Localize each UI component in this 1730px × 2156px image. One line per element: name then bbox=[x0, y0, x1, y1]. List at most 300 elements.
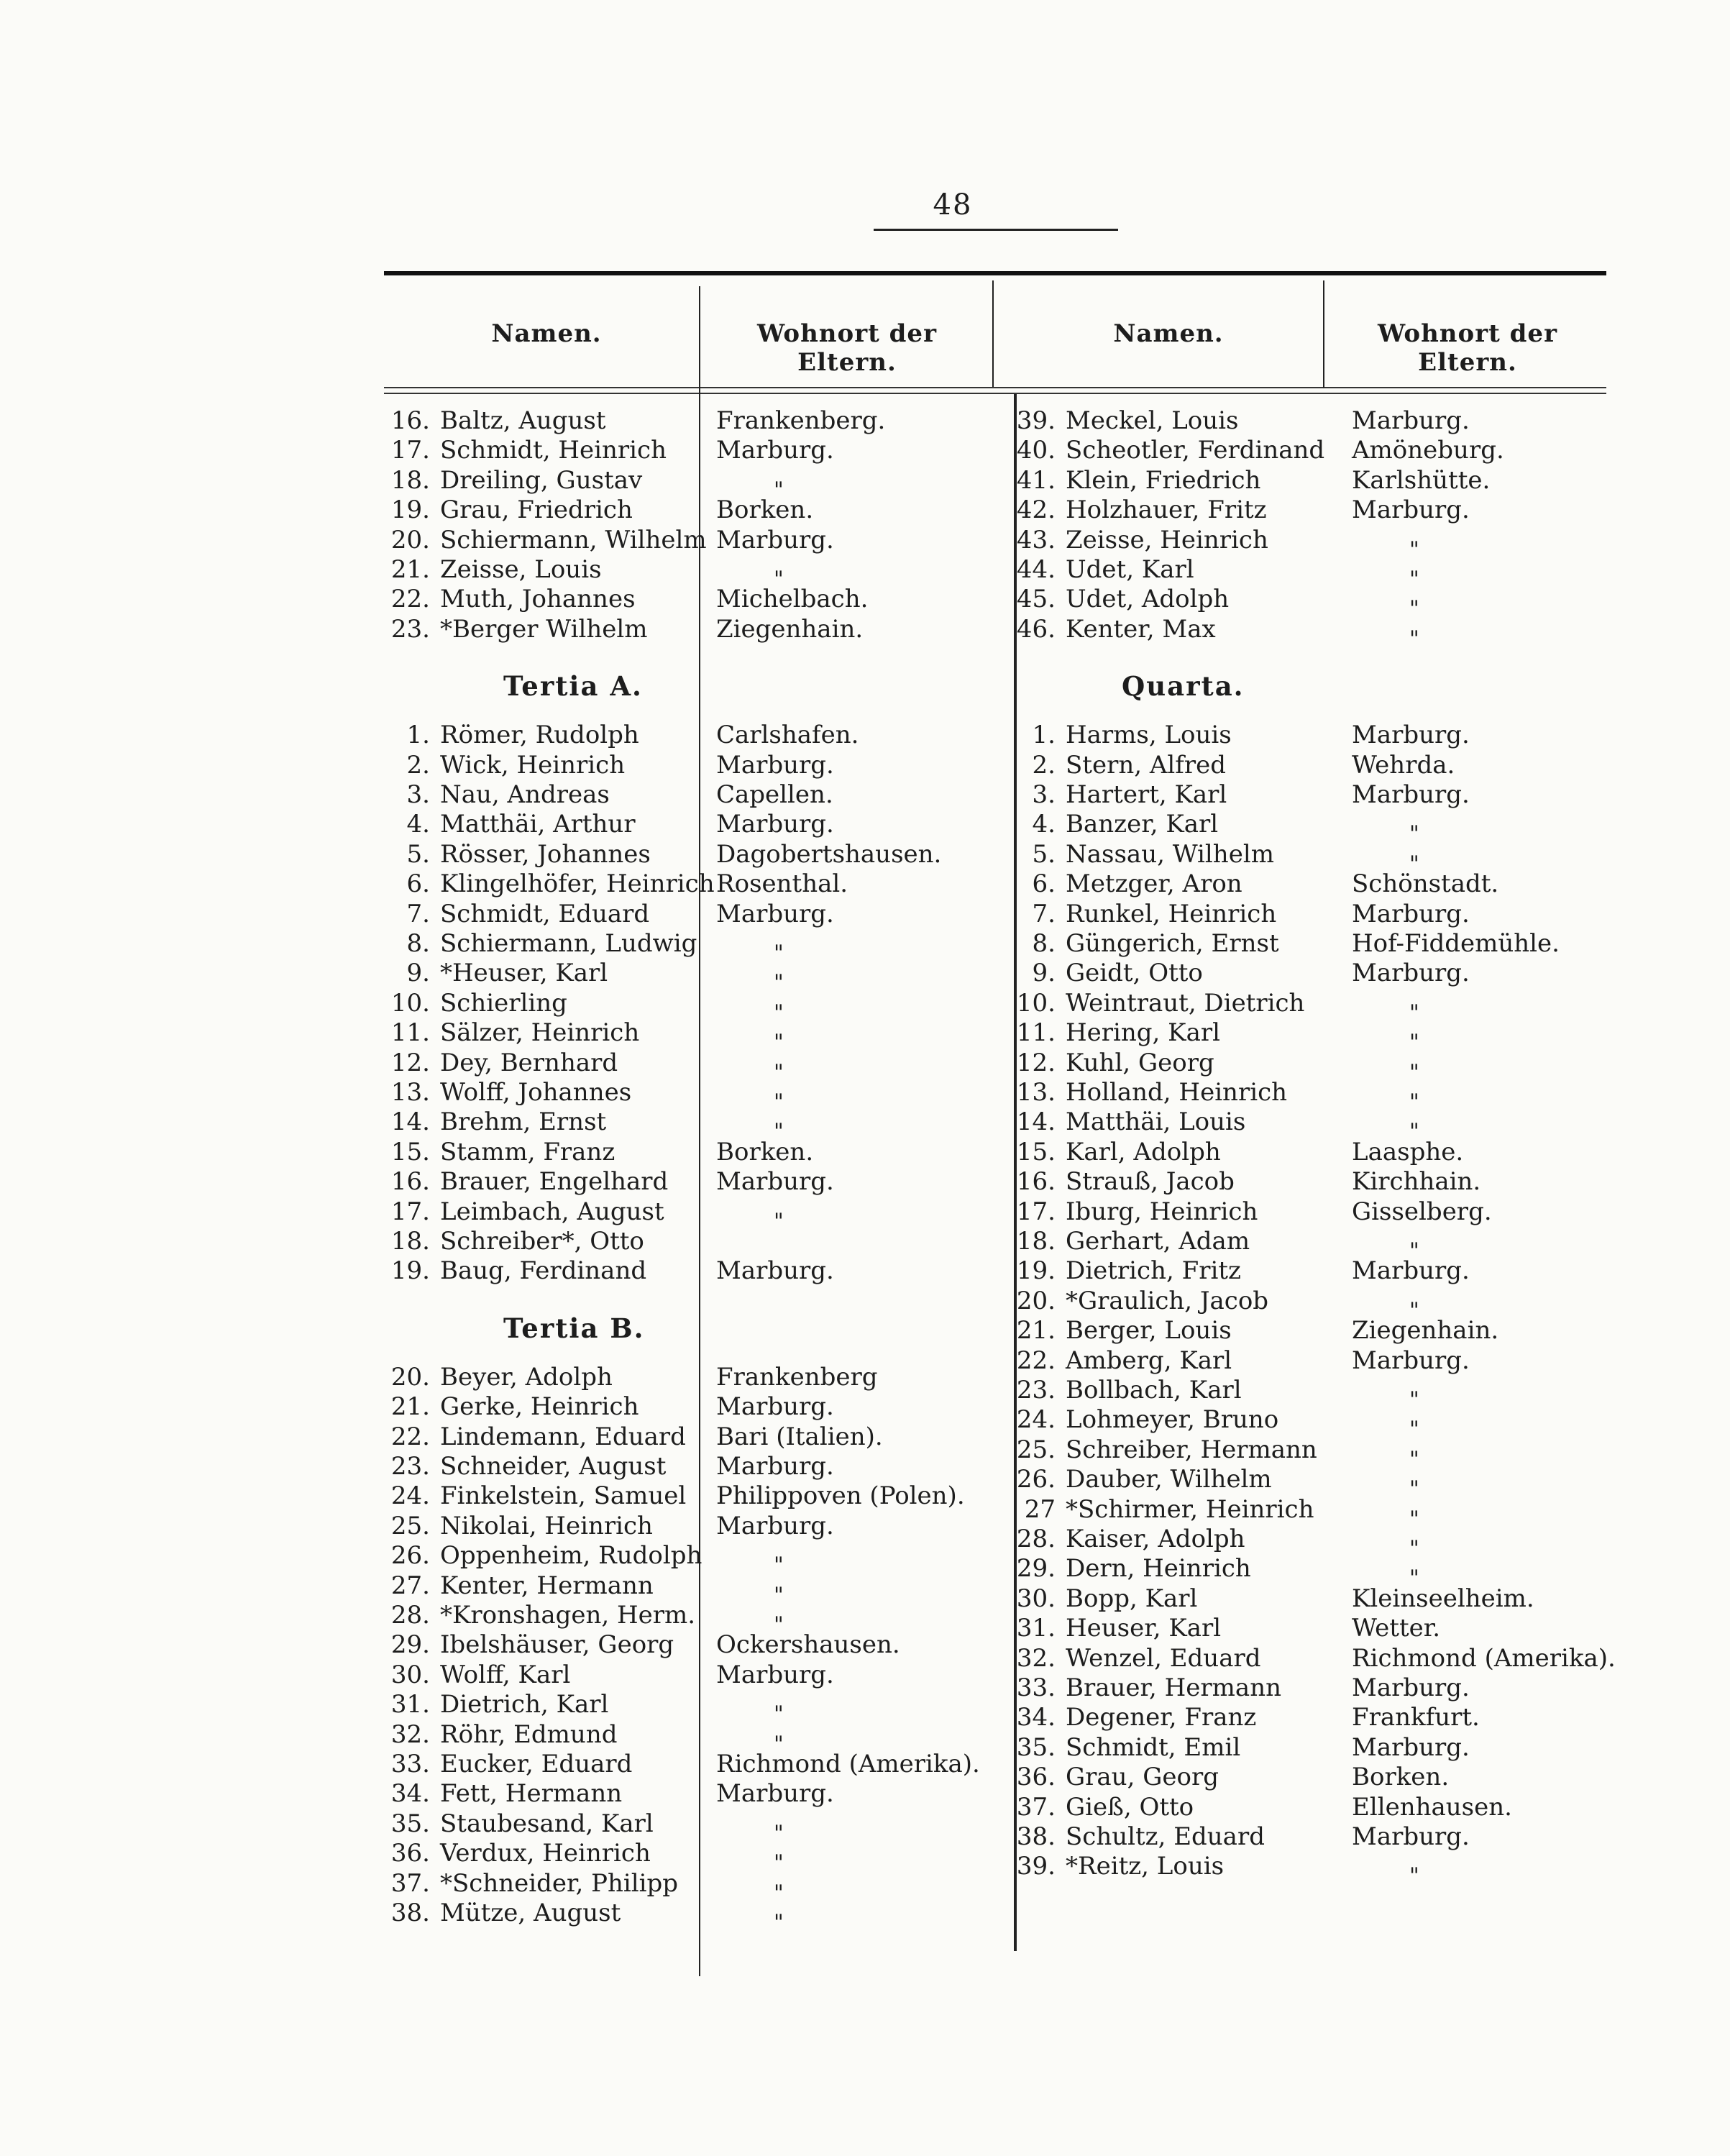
list-item-name: Gerhart, Adam bbox=[1066, 1227, 1250, 1256]
list-item-number: 21. bbox=[390, 555, 430, 584]
list-item bbox=[999, 495, 1267, 524]
list-item-wohnort: Wehrda. bbox=[1352, 750, 1455, 780]
list-item-wohnort: Karlshütte. bbox=[1352, 465, 1491, 495]
list-item bbox=[374, 1167, 668, 1196]
list-item-name: Schultz, Eduard bbox=[1066, 1822, 1265, 1851]
list-item-name: Güngerich, Ernst bbox=[1066, 929, 1279, 958]
list-item bbox=[374, 989, 567, 1018]
list-item-number: 12. bbox=[390, 1048, 430, 1077]
list-item-number: 30. bbox=[1016, 1584, 1056, 1613]
list-item-wohnort: Borken. bbox=[716, 495, 814, 525]
list-item bbox=[999, 1584, 1197, 1613]
list-item bbox=[999, 929, 1279, 958]
list-item-number: 27. bbox=[390, 1571, 430, 1600]
list-item bbox=[374, 900, 649, 928]
list-item-wohnort: Frankenberg. bbox=[716, 406, 886, 435]
list-item-name: Geidt, Otto bbox=[1066, 959, 1203, 988]
list-item bbox=[999, 1049, 1214, 1077]
list-item-name: Meckel, Louis bbox=[1066, 406, 1239, 435]
list-item-wohnort: " bbox=[774, 1612, 784, 1637]
list-item bbox=[374, 1720, 617, 1749]
list-item bbox=[999, 526, 1268, 554]
list-item bbox=[374, 1363, 613, 1392]
list-item bbox=[999, 1346, 1232, 1375]
list-item bbox=[999, 1733, 1240, 1762]
list-item-name: Hering, Karl bbox=[1066, 1018, 1220, 1048]
list-item bbox=[999, 869, 1242, 898]
list-item-number: 18. bbox=[1016, 1227, 1056, 1256]
list-item-name: Fett, Hermann bbox=[440, 1779, 623, 1809]
list-item-wohnort: Hof-Fiddemühle. bbox=[1352, 929, 1560, 958]
list-item bbox=[374, 1601, 695, 1630]
list-item bbox=[999, 1376, 1242, 1404]
page-number-rule bbox=[874, 229, 1118, 231]
list-item bbox=[999, 1227, 1250, 1256]
list-item bbox=[999, 585, 1229, 613]
list-item-name: Schiermann, Ludwig bbox=[440, 929, 697, 958]
list-item-number: 16. bbox=[390, 1167, 430, 1197]
list-item bbox=[374, 555, 602, 584]
list-item-wohnort: Marburg. bbox=[1352, 1346, 1470, 1375]
list-item bbox=[374, 1690, 608, 1719]
list-item-name: Kenter, Max bbox=[1066, 614, 1216, 644]
list-item-name: Matthäi, Arthur bbox=[440, 810, 636, 839]
list-item-name: *Schneider, Philipp bbox=[440, 1868, 679, 1898]
list-item-wohnort: Capellen. bbox=[716, 780, 833, 809]
list-item-number: 35. bbox=[390, 1809, 430, 1838]
list-item-name: Holzhauer, Fritz bbox=[1066, 495, 1267, 525]
list-item-number: 14. bbox=[1016, 1107, 1056, 1137]
list-item bbox=[999, 1316, 1232, 1345]
list-item-name: Grau, Georg bbox=[1066, 1763, 1219, 1792]
list-item-name: Udet, Adolph bbox=[1066, 585, 1230, 614]
list-item-wohnort: " bbox=[774, 477, 784, 503]
list-item-name: Wick, Heinrich bbox=[440, 750, 626, 780]
list-item-number: 41. bbox=[1016, 465, 1056, 495]
list-item-wohnort: " bbox=[774, 567, 784, 592]
list-item bbox=[999, 1138, 1221, 1166]
list-item-wohnort: " bbox=[1409, 1297, 1419, 1323]
list-item-name: Wolff, Karl bbox=[440, 1660, 571, 1689]
list-item-name: Heuser, Karl bbox=[1066, 1614, 1222, 1643]
list-item-number: 3. bbox=[1032, 780, 1056, 809]
list-item-wohnort: Frankfurt. bbox=[1352, 1703, 1480, 1732]
list-item bbox=[374, 406, 606, 435]
list-item-number: 43. bbox=[1016, 525, 1056, 554]
list-item-number: 7. bbox=[1032, 899, 1056, 928]
list-item-number: 1. bbox=[1032, 721, 1056, 750]
list-item-number: 16. bbox=[390, 406, 430, 435]
list-item-name: Bollbach, Karl bbox=[1066, 1376, 1242, 1404]
list-item-name: Kaiser, Adolph bbox=[1066, 1525, 1245, 1553]
list-item-wohnort: Dagobertshausen. bbox=[716, 839, 942, 869]
list-item bbox=[999, 406, 1238, 435]
list-item bbox=[374, 810, 636, 839]
list-item bbox=[374, 526, 707, 554]
list-item-wohnort: Marburg. bbox=[716, 1392, 834, 1422]
list-item-name: Lindemann, Eduard bbox=[440, 1422, 686, 1451]
list-item-number: 19. bbox=[390, 495, 430, 525]
list-item-number: 38. bbox=[390, 1899, 430, 1927]
list-item-wohnort: Marburg. bbox=[1352, 959, 1470, 988]
list-item-number: 24. bbox=[390, 1481, 430, 1511]
list-item-name: Holland, Heinrich bbox=[1066, 1078, 1288, 1107]
list-item-number: 38. bbox=[1016, 1822, 1056, 1851]
list-item-number: 16. bbox=[1016, 1167, 1056, 1197]
list-item-number: 19. bbox=[1016, 1256, 1056, 1286]
list-item-name: Kenter, Hermann bbox=[440, 1571, 654, 1600]
list-item-name: Dey, Bernhard bbox=[440, 1048, 618, 1077]
list-item-name: Ibelshäuser, Georg bbox=[440, 1630, 674, 1660]
list-item-wohnort: Frankenberg bbox=[716, 1362, 878, 1392]
list-item-wohnort: Marburg. bbox=[716, 750, 834, 780]
list-item-name: Lohmeyer, Bruno bbox=[1066, 1405, 1279, 1435]
list-item-name: Amberg, Karl bbox=[1066, 1346, 1232, 1375]
list-item-name: Schreiber*, Otto bbox=[440, 1227, 644, 1256]
list-item-number: 33. bbox=[1016, 1673, 1056, 1702]
list-item-name: Karl, Adolph bbox=[1066, 1137, 1221, 1166]
list-item bbox=[374, 1197, 664, 1226]
list-item-number: 5. bbox=[406, 839, 430, 869]
list-item-number: 28. bbox=[390, 1601, 430, 1630]
list-item-name: Strauß, Jacob bbox=[1066, 1167, 1235, 1197]
list-item-name: Schierling bbox=[440, 988, 567, 1018]
list-item-wohnort: " bbox=[1409, 1863, 1419, 1889]
list-item bbox=[374, 1839, 651, 1868]
list-item-wohnort: Marburg. bbox=[716, 1167, 834, 1197]
list-item-name: Degener, Franz bbox=[1066, 1703, 1257, 1732]
list-item-wohnort: " bbox=[1409, 821, 1419, 847]
list-item-wohnort: Laasphe. bbox=[1352, 1137, 1464, 1166]
list-item-wohnort: Borken. bbox=[716, 1137, 814, 1166]
list-item bbox=[374, 1392, 639, 1421]
list-item-wohnort: " bbox=[1409, 1476, 1419, 1502]
list-item-wohnort: " bbox=[774, 1553, 784, 1579]
list-item-number: 7. bbox=[406, 899, 430, 928]
list-item-number: 20. bbox=[1016, 1286, 1056, 1315]
list-item-name: Nau, Andreas bbox=[440, 780, 610, 809]
list-item bbox=[999, 1405, 1278, 1434]
list-item-number: 5. bbox=[1032, 839, 1056, 869]
list-item-name: *Reitz, Louis bbox=[1066, 1852, 1225, 1881]
list-item-name: Dern, Heinrich bbox=[1066, 1554, 1251, 1584]
list-item-number: 3. bbox=[406, 780, 430, 809]
list-item bbox=[374, 1227, 644, 1256]
list-item bbox=[999, 1078, 1287, 1107]
list-item-wohnort: " bbox=[1409, 536, 1419, 562]
list-item-wohnort: Wetter. bbox=[1352, 1614, 1441, 1643]
list-item-name: Baug, Ferdinand bbox=[440, 1256, 647, 1286]
list-item-number: 1. bbox=[406, 721, 430, 750]
list-item-name: Oppenheim, Rudolph bbox=[440, 1541, 702, 1571]
table-top-rule bbox=[384, 271, 1606, 275]
list-item-wohnort: " bbox=[774, 1090, 784, 1115]
list-item-number: 44. bbox=[1016, 555, 1056, 584]
list-item-name: Nassau, Wilhelm bbox=[1066, 839, 1274, 869]
list-item-wohnort: Marburg. bbox=[1352, 1822, 1470, 1851]
list-item-number: 33. bbox=[390, 1750, 430, 1778]
list-item-number: 13. bbox=[390, 1078, 430, 1107]
list-item-wohnort: Marburg. bbox=[1352, 721, 1470, 750]
list-item-number: 6. bbox=[1032, 869, 1056, 899]
list-item-name: Schmidt, Emil bbox=[1066, 1732, 1241, 1762]
list-item bbox=[374, 1630, 674, 1659]
list-item-name: Finkelstein, Samuel bbox=[440, 1481, 687, 1511]
list-item bbox=[999, 1465, 1272, 1494]
header-names-right: Namen. bbox=[1113, 319, 1224, 348]
list-item-wohnort: Marburg. bbox=[1352, 495, 1470, 525]
list-item-number: 17. bbox=[390, 436, 430, 465]
list-item-name: Brauer, Engelhard bbox=[440, 1167, 669, 1197]
list-item-wohnort: Rosenthal. bbox=[716, 869, 848, 899]
list-item-wohnort: " bbox=[774, 1208, 784, 1234]
list-item-wohnort: " bbox=[1409, 1000, 1419, 1026]
list-item-wohnort: Marburg. bbox=[716, 1779, 834, 1809]
list-item-wohnort: Marburg. bbox=[1352, 780, 1470, 809]
list-item-number: 26. bbox=[390, 1541, 430, 1571]
list-item-number: 37. bbox=[390, 1868, 430, 1898]
list-item-name: Mütze, August bbox=[440, 1899, 621, 1927]
list-item bbox=[999, 615, 1216, 644]
list-item-name: Stern, Alfred bbox=[1066, 750, 1226, 780]
list-item bbox=[374, 1138, 615, 1166]
list-item bbox=[999, 780, 1227, 809]
list-item bbox=[999, 751, 1226, 780]
list-item-number: 9. bbox=[406, 959, 430, 988]
list-item-number: 4. bbox=[1032, 810, 1056, 839]
list-item-name: Dreiling, Gustav bbox=[440, 465, 643, 495]
list-item-wohnort: " bbox=[1409, 1059, 1419, 1085]
list-item-number: 20. bbox=[390, 1362, 430, 1392]
divider-center-head bbox=[992, 280, 994, 387]
list-item-wohnort: " bbox=[774, 1850, 784, 1876]
list-item-wohnort: " bbox=[1409, 1446, 1419, 1472]
list-item-wohnort: " bbox=[774, 1000, 784, 1026]
list-item-wohnort: " bbox=[1409, 1417, 1419, 1443]
list-item-name: Kuhl, Georg bbox=[1066, 1048, 1214, 1077]
list-item-wohnort: Marburg. bbox=[1352, 1732, 1470, 1762]
list-item-wohnort: " bbox=[1409, 567, 1419, 592]
list-item-wohnort: Marburg. bbox=[716, 1511, 834, 1540]
list-item-name: Muth, Johannes bbox=[440, 585, 636, 614]
list-item-name: Röhr, Edmund bbox=[440, 1719, 618, 1749]
list-item-name: *Schirmer, Heinrich bbox=[1066, 1494, 1314, 1524]
list-item-number: 30. bbox=[390, 1660, 430, 1689]
list-item-wohnort: Marburg. bbox=[716, 436, 834, 465]
list-item-wohnort: Marburg. bbox=[1352, 899, 1470, 928]
list-item-name: Banzer, Karl bbox=[1066, 810, 1219, 839]
list-item bbox=[999, 1852, 1224, 1881]
list-item-wohnort: " bbox=[1409, 626, 1419, 652]
list-item-name: Leimbach, August bbox=[440, 1197, 664, 1226]
list-item bbox=[374, 1869, 678, 1898]
list-item bbox=[999, 1256, 1241, 1285]
list-item-number: 31. bbox=[1016, 1614, 1056, 1643]
list-item-wohnort: Marburg. bbox=[716, 899, 834, 928]
list-item-number: 13. bbox=[1016, 1078, 1056, 1107]
list-item-name: Rösser, Johannes bbox=[440, 839, 651, 869]
list-item-number: 14. bbox=[390, 1107, 430, 1137]
list-item bbox=[374, 869, 715, 898]
divider-right-names bbox=[1323, 280, 1324, 388]
list-item bbox=[374, 1256, 646, 1285]
list-item-number: 39. bbox=[1016, 1852, 1056, 1881]
list-item-number: 45. bbox=[1016, 585, 1056, 614]
list-item bbox=[999, 1197, 1258, 1226]
list-item-wohnort: Ellenhausen. bbox=[1352, 1792, 1512, 1822]
list-item-wohnort: " bbox=[774, 1582, 784, 1608]
list-item-name: *Berger Wilhelm bbox=[440, 614, 648, 644]
list-item bbox=[374, 929, 697, 958]
list-item-name: Schiermann, Wilhelm bbox=[440, 525, 707, 554]
list-item bbox=[999, 840, 1274, 869]
list-item-name: Dietrich, Karl bbox=[440, 1690, 609, 1719]
list-item bbox=[374, 615, 648, 644]
list-item-number: 8. bbox=[406, 929, 430, 958]
list-item bbox=[999, 1495, 1314, 1524]
list-item-wohnort: Philippoven (Polen). bbox=[716, 1481, 965, 1511]
list-item-name: Wenzel, Eduard bbox=[1066, 1643, 1261, 1673]
list-item-name: Brehm, Ernst bbox=[440, 1107, 607, 1137]
list-item-name: Eucker, Eduard bbox=[440, 1750, 633, 1778]
list-item-name: Udet, Karl bbox=[1066, 555, 1194, 584]
page-number: 48 bbox=[933, 188, 973, 221]
list-item-name: Zeisse, Louis bbox=[440, 555, 602, 584]
list-item-wohnort: Marburg. bbox=[716, 810, 834, 839]
list-item-wohnort: Borken. bbox=[1352, 1763, 1450, 1792]
list-item-name: Scheotler, Ferdinand bbox=[1066, 436, 1325, 465]
list-item-name: *Heuser, Karl bbox=[440, 959, 608, 988]
list-item-number: 2. bbox=[406, 750, 430, 780]
list-item-wohnort: Schönstadt. bbox=[1352, 869, 1499, 899]
list-item-wohnort: Marburg. bbox=[716, 525, 834, 554]
list-item bbox=[374, 721, 639, 749]
list-item-number: 11. bbox=[1016, 1018, 1056, 1048]
list-item-number: 29. bbox=[390, 1630, 430, 1660]
list-item-name: Klein, Friedrich bbox=[1066, 465, 1261, 495]
list-item bbox=[374, 959, 608, 987]
list-item-name: Bopp, Karl bbox=[1066, 1584, 1198, 1613]
list-item-number: 37. bbox=[1016, 1792, 1056, 1822]
list-item bbox=[374, 585, 636, 613]
list-item-name: *Graulich, Jacob bbox=[1066, 1286, 1269, 1315]
list-item-wohnort: " bbox=[774, 1119, 784, 1145]
list-item bbox=[999, 989, 1304, 1018]
list-item-name: Gieß, Otto bbox=[1066, 1792, 1194, 1822]
list-item-name: Dietrich, Fritz bbox=[1066, 1256, 1241, 1286]
list-item-name: Schmidt, Heinrich bbox=[440, 436, 667, 465]
list-item-wohnort: Ockershausen. bbox=[716, 1630, 900, 1660]
list-item-number: 17. bbox=[1016, 1197, 1056, 1226]
list-item bbox=[374, 1512, 653, 1540]
list-item-number: 18. bbox=[390, 1227, 430, 1256]
list-item-number: 34. bbox=[1016, 1703, 1056, 1732]
list-item bbox=[374, 436, 667, 465]
list-item-name: Dauber, Wilhelm bbox=[1066, 1465, 1272, 1494]
list-item bbox=[999, 1525, 1245, 1553]
list-item-wohnort: " bbox=[774, 1030, 784, 1056]
list-item-number: 36. bbox=[390, 1839, 430, 1868]
list-item-name: Brauer, Hermann bbox=[1066, 1673, 1281, 1702]
list-item bbox=[999, 1287, 1268, 1315]
list-item-number: 8. bbox=[1032, 929, 1056, 958]
list-item-name: Wolff, Johannes bbox=[440, 1078, 632, 1107]
list-item-name: Gerke, Heinrich bbox=[440, 1392, 639, 1422]
list-item-wohnort: Gisselberg. bbox=[1352, 1197, 1492, 1226]
list-item bbox=[999, 1763, 1219, 1791]
list-item-number: 36. bbox=[1016, 1763, 1056, 1792]
list-item-wohnort: " bbox=[1409, 596, 1419, 622]
list-item-number: 27 bbox=[1024, 1494, 1056, 1524]
list-item-wohnort: Marburg. bbox=[1352, 406, 1470, 435]
list-item-wohnort: Ziegenhain. bbox=[716, 614, 864, 644]
list-item bbox=[374, 1541, 702, 1570]
list-item-number: 26. bbox=[1016, 1465, 1056, 1494]
list-item-wohnort: Richmond (Amerika). bbox=[1352, 1643, 1616, 1673]
list-item-wohnort: " bbox=[774, 1820, 784, 1846]
list-item-number: 25. bbox=[1016, 1435, 1056, 1464]
list-item-number: 10. bbox=[1016, 988, 1056, 1018]
list-item-number: 12. bbox=[1016, 1048, 1056, 1077]
header-rule bbox=[384, 387, 1606, 388]
list-item bbox=[374, 1107, 606, 1136]
list-item-wohnort: " bbox=[1409, 1506, 1419, 1532]
list-item-number: 15. bbox=[1016, 1137, 1056, 1166]
list-item-number: 9. bbox=[1032, 959, 1056, 988]
list-item-number: 32. bbox=[1016, 1643, 1056, 1673]
section-heading: Quarta. bbox=[1122, 670, 1245, 703]
list-item-wohnort: " bbox=[1409, 1090, 1419, 1115]
list-item bbox=[999, 1435, 1317, 1464]
list-item-number: 24. bbox=[1016, 1405, 1056, 1435]
list-item-number: 22. bbox=[1016, 1346, 1056, 1375]
list-item-number: 21. bbox=[390, 1392, 430, 1422]
list-item-number: 23. bbox=[1016, 1376, 1056, 1404]
list-item-wohnort: " bbox=[1409, 1536, 1419, 1561]
list-item-number: 32. bbox=[390, 1719, 430, 1749]
list-item-number: 2. bbox=[1032, 750, 1056, 780]
list-item-wohnort: Marburg. bbox=[1352, 1673, 1470, 1702]
list-item-number: 17. bbox=[390, 1197, 430, 1226]
list-item bbox=[999, 959, 1203, 987]
list-item bbox=[999, 810, 1218, 839]
list-item-wohnort: Ziegenhain. bbox=[1352, 1316, 1499, 1346]
list-item-name: Iburg, Heinrich bbox=[1066, 1197, 1258, 1226]
list-item-wohnort: Richmond (Amerika). bbox=[716, 1750, 980, 1778]
list-item-name: Weintraut, Dietrich bbox=[1066, 988, 1305, 1018]
list-item bbox=[374, 1452, 666, 1481]
list-item-name: Schreiber, Hermann bbox=[1066, 1435, 1317, 1464]
list-item bbox=[374, 1571, 654, 1600]
list-item-wohnort: " bbox=[1409, 1387, 1419, 1412]
list-item bbox=[374, 466, 642, 495]
list-item-number: 40. bbox=[1016, 436, 1056, 465]
list-item-number: 29. bbox=[1016, 1554, 1056, 1584]
list-item bbox=[374, 495, 633, 524]
list-item-name: Verdux, Heinrich bbox=[440, 1839, 651, 1868]
list-item-name: Römer, Rudolph bbox=[440, 721, 639, 750]
list-item-wohnort: " bbox=[1409, 1566, 1419, 1591]
list-item bbox=[374, 1661, 570, 1689]
list-item-number: 22. bbox=[390, 585, 430, 614]
list-item bbox=[999, 1822, 1265, 1851]
list-item bbox=[999, 1673, 1281, 1702]
list-item-name: Harms, Louis bbox=[1066, 721, 1232, 750]
list-item bbox=[374, 751, 625, 780]
list-item-wohnort: " bbox=[774, 1910, 784, 1935]
list-item-name: Stamm, Franz bbox=[440, 1137, 615, 1166]
list-item bbox=[374, 780, 610, 809]
